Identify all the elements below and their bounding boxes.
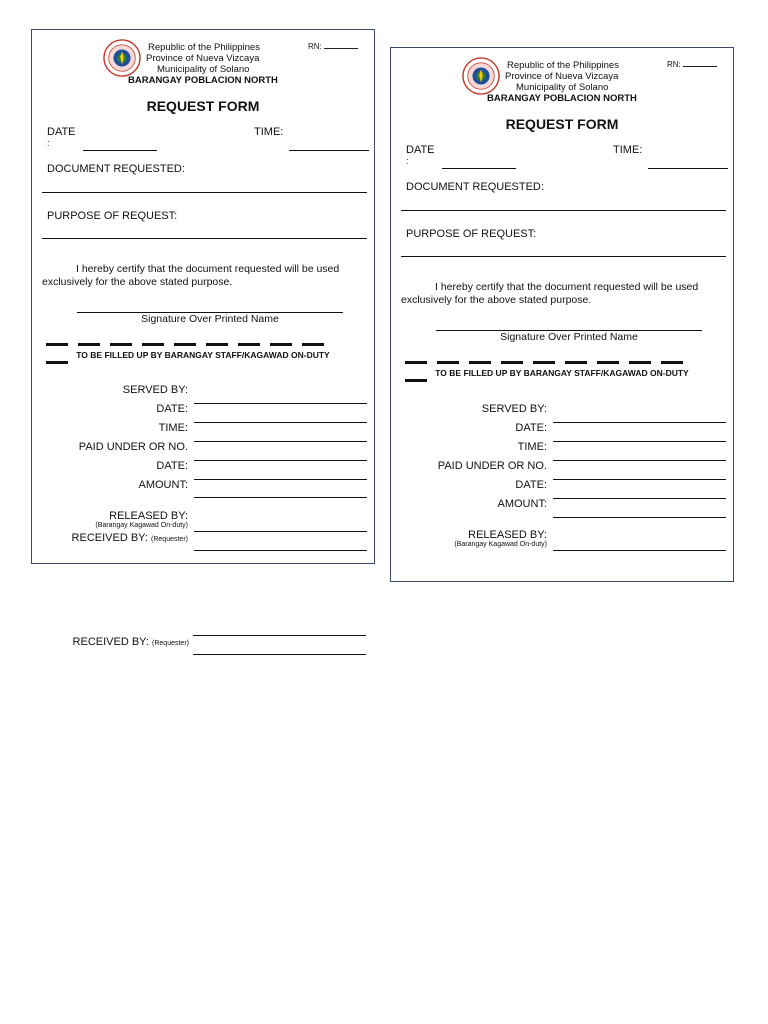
purpose-line[interactable] (42, 238, 367, 239)
signature-label: Signature Over Printed Name (141, 313, 279, 325)
received-by-label (72, 532, 188, 544)
received-by-line-2[interactable] (193, 654, 366, 655)
released-by-line[interactable] (553, 550, 726, 551)
date-input-line[interactable] (442, 168, 516, 169)
header-republic: Republic of the Philippines (507, 60, 619, 71)
released-by-sub: (Barangay Kagawad On-duty) (95, 522, 188, 529)
barangay-seal-icon (103, 39, 141, 77)
amount-label: AMOUNT: (138, 479, 188, 491)
received-by-sub: (Requester) (152, 640, 189, 647)
date-label: DATE (47, 126, 76, 138)
paid-under-line[interactable] (553, 479, 726, 480)
date2-label: DATE: (156, 403, 188, 415)
certification-text: I hereby certify that the document requested will be used exclusively for the above stated purpose. (401, 281, 699, 306)
dashed-divider (46, 343, 358, 346)
header-province: Province of Nueva Vizcaya (505, 71, 619, 82)
form-title: REQUEST FORM (505, 116, 619, 132)
signature-label: Signature Over Printed Name (500, 331, 638, 343)
served-by-line[interactable] (194, 403, 367, 404)
date3-label: DATE: (515, 479, 547, 491)
rn-label: RN: (667, 60, 681, 69)
header-municipality: Municipality of Solano (516, 82, 609, 93)
date-label: DATE (406, 144, 435, 156)
staff-note: TO BE FILLED UP BY BARANGAY STAFF/KAGAWAD ON-DUTY (76, 350, 330, 360)
time2-label: TIME: (517, 441, 547, 453)
header-municipality: Municipality of Solano (157, 64, 250, 75)
paid-under-label: PAID UNDER OR NO. (437, 460, 547, 472)
released-by-label: RELEASED BY: (109, 510, 188, 522)
staff-note: TO BE FILLED UP BY BARANGAY STAFF/KAGAWAD ON-DUTY (435, 368, 689, 378)
request-form-right (390, 47, 734, 582)
time2-label: TIME: (158, 422, 188, 434)
time-label: TIME: (613, 144, 643, 156)
purpose-label: PURPOSE OF REQUEST: (47, 210, 178, 222)
time-label: TIME: (254, 126, 284, 138)
date3-line[interactable] (553, 498, 726, 499)
date3-line[interactable] (194, 479, 367, 480)
paid-under-line[interactable] (194, 460, 367, 461)
header-republic: Republic of the Philippines (148, 42, 260, 53)
served-by-line[interactable] (553, 422, 726, 423)
date-input-line[interactable] (83, 150, 157, 151)
served-by-label: SERVED BY: (122, 384, 188, 396)
received-by-sub: (Requester) (151, 536, 188, 543)
received-by-text: RECEIVED BY: (71, 532, 148, 544)
received-by-overflow (31, 620, 375, 670)
time2-line[interactable] (194, 441, 367, 442)
amount-line[interactable] (553, 517, 726, 518)
certification-text: I hereby certify that the document requested will be used exclusively for the above stated purpose. (42, 263, 340, 288)
form-title: REQUEST FORM (146, 98, 260, 114)
paid-under-label: PAID UNDER OR NO. (78, 441, 188, 453)
barangay-seal-icon (462, 57, 500, 95)
time2-line[interactable] (553, 460, 726, 461)
time-input-line[interactable] (289, 150, 369, 151)
rn-field[interactable] (667, 59, 717, 69)
header-barangay: BARANGAY POBLACION NORTH (128, 75, 278, 86)
received-by-label (73, 636, 189, 648)
released-by-sub: (Barangay Kagawad On-duty) (454, 541, 547, 548)
date-colon: : (406, 156, 409, 166)
document-requested-line[interactable] (401, 210, 726, 211)
purpose-label: PURPOSE OF REQUEST: (406, 228, 537, 240)
request-form-left (31, 29, 375, 564)
received-by-line[interactable] (194, 550, 367, 551)
header-barangay: BARANGAY POBLACION NORTH (487, 93, 637, 104)
date2-line[interactable] (553, 441, 726, 442)
time-input-line[interactable] (648, 168, 728, 169)
amount-line[interactable] (194, 497, 367, 498)
date3-label: DATE: (156, 460, 188, 472)
document-requested-label: DOCUMENT REQUESTED: (47, 163, 185, 175)
date2-label: DATE: (515, 422, 547, 434)
document-requested-line[interactable] (42, 192, 367, 193)
received-by-text: RECEIVED BY: (72, 636, 149, 648)
dashed-divider (405, 361, 717, 364)
amount-label: AMOUNT: (497, 498, 547, 510)
document-requested-label: DOCUMENT REQUESTED: (406, 181, 544, 193)
received-by-line-1[interactable] (193, 635, 366, 636)
date-colon: : (47, 138, 50, 148)
released-by-label: RELEASED BY: (468, 529, 547, 541)
date2-line[interactable] (194, 422, 367, 423)
purpose-line[interactable] (401, 256, 726, 257)
released-by-line[interactable] (194, 531, 367, 532)
served-by-label: SERVED BY: (481, 403, 547, 415)
header-province: Province of Nueva Vizcaya (146, 53, 260, 64)
rn-field[interactable] (308, 41, 358, 51)
rn-label: RN: (308, 42, 322, 51)
